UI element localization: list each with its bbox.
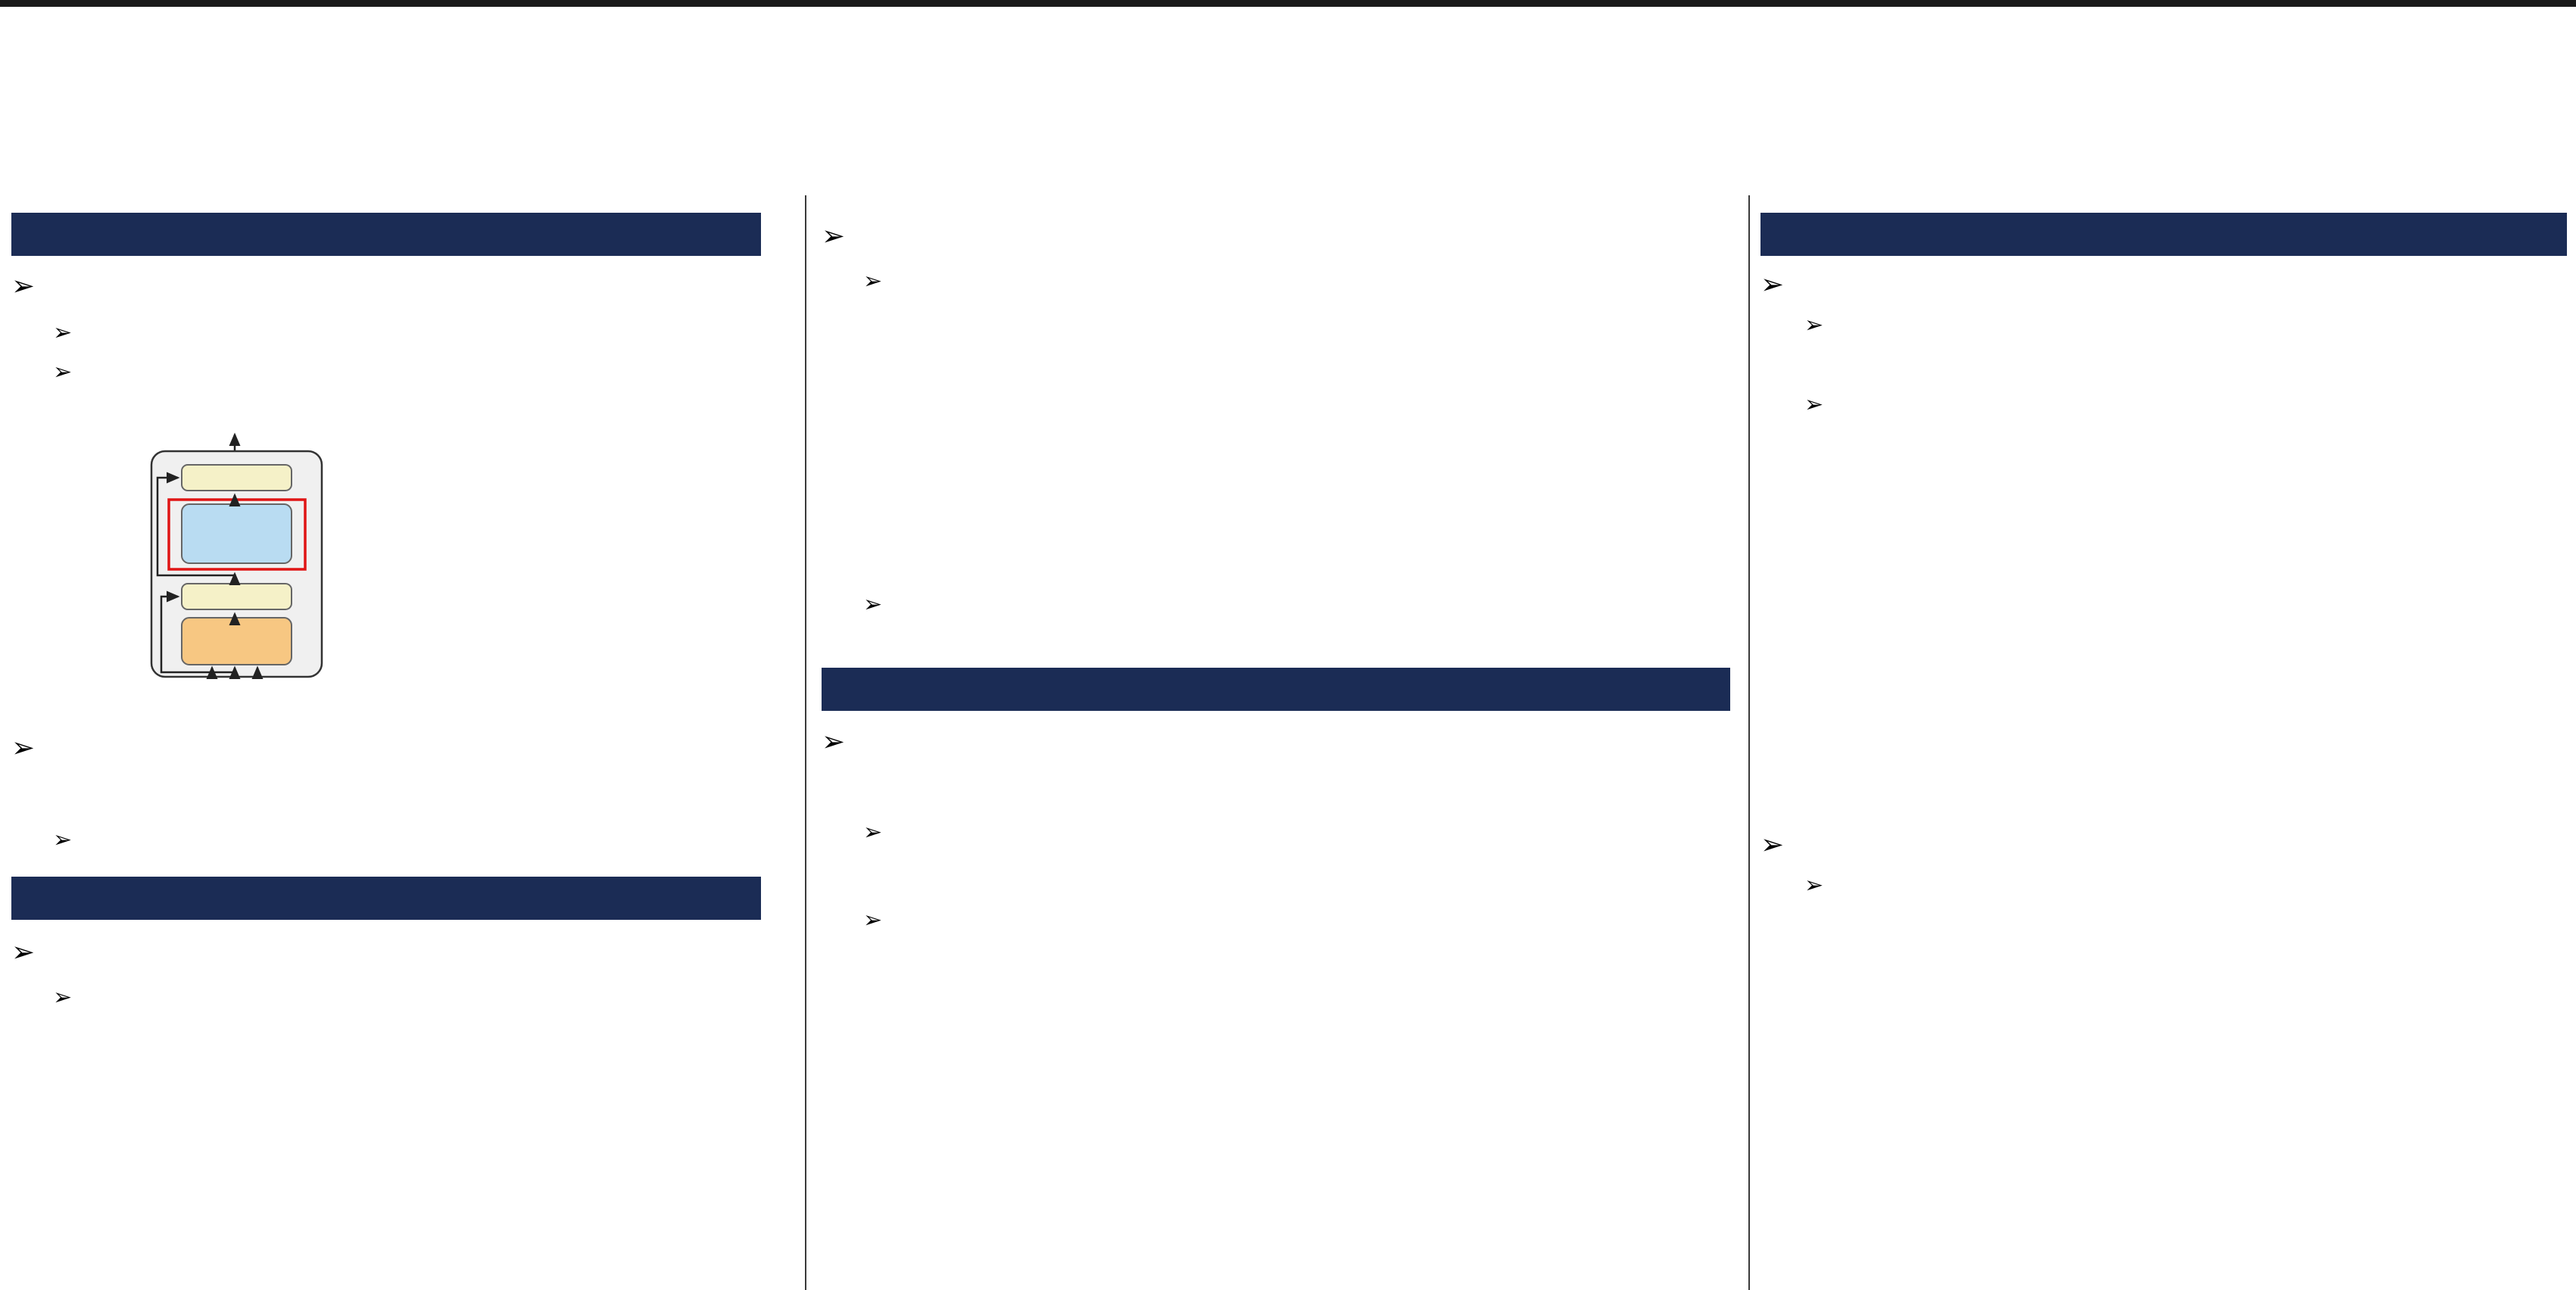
bullet-reduce: [863, 899, 1767, 938]
bullet-sparsity-change: [11, 933, 796, 974]
bullet-eg-neurons: [53, 351, 794, 390]
bullet-moefication: [863, 260, 1767, 299]
bullet-challenge: [53, 819, 794, 858]
bullet-training-eff: [1760, 825, 2576, 866]
github-qr-code: [2035, 1175, 2125, 1264]
top-border: [0, 0, 2576, 7]
section-header-dynamics: [11, 877, 761, 920]
bullet-pattern-change: [822, 217, 1769, 257]
section-header-experiments: [1760, 213, 2567, 256]
pattern-similarity-chart: [854, 297, 1214, 586]
bullet-sparsity-09: [53, 977, 794, 1015]
bullet-checkpoints: [863, 584, 1767, 622]
section-header-background: [11, 213, 761, 256]
inference-efficiency-charts: [1760, 454, 2567, 816]
activation-sparsity-chart: [191, 1020, 543, 1287]
thunlp-logo-icon: [2440, 18, 2561, 139]
paper-qr-code: [1817, 1175, 1907, 1264]
bullet-moe-inference: [1804, 304, 2576, 343]
bullet-sparse-activation: [11, 266, 796, 307]
bullet-ssd-speedup: [1804, 865, 2576, 903]
column-separator-left: [805, 195, 806, 1290]
training-efficiency-charts: [1760, 943, 2567, 1178]
ssd-method-diagram: [822, 948, 1734, 1288]
bullet-inference-eff: [1760, 265, 2576, 306]
bullet-ssd-tradeoff: [1804, 385, 2576, 422]
bullet-potential: [11, 728, 796, 769]
transformer-ffn-figure: [106, 428, 734, 693]
tsinghua-logo-icon: [29, 12, 157, 141]
section-header-ssd: [822, 668, 1730, 711]
checkpoint-heatmap: [1242, 297, 1590, 586]
bullet-target: [822, 722, 1769, 764]
bullet-adapt: [863, 812, 1767, 850]
bullet-speed-up: [53, 312, 794, 351]
